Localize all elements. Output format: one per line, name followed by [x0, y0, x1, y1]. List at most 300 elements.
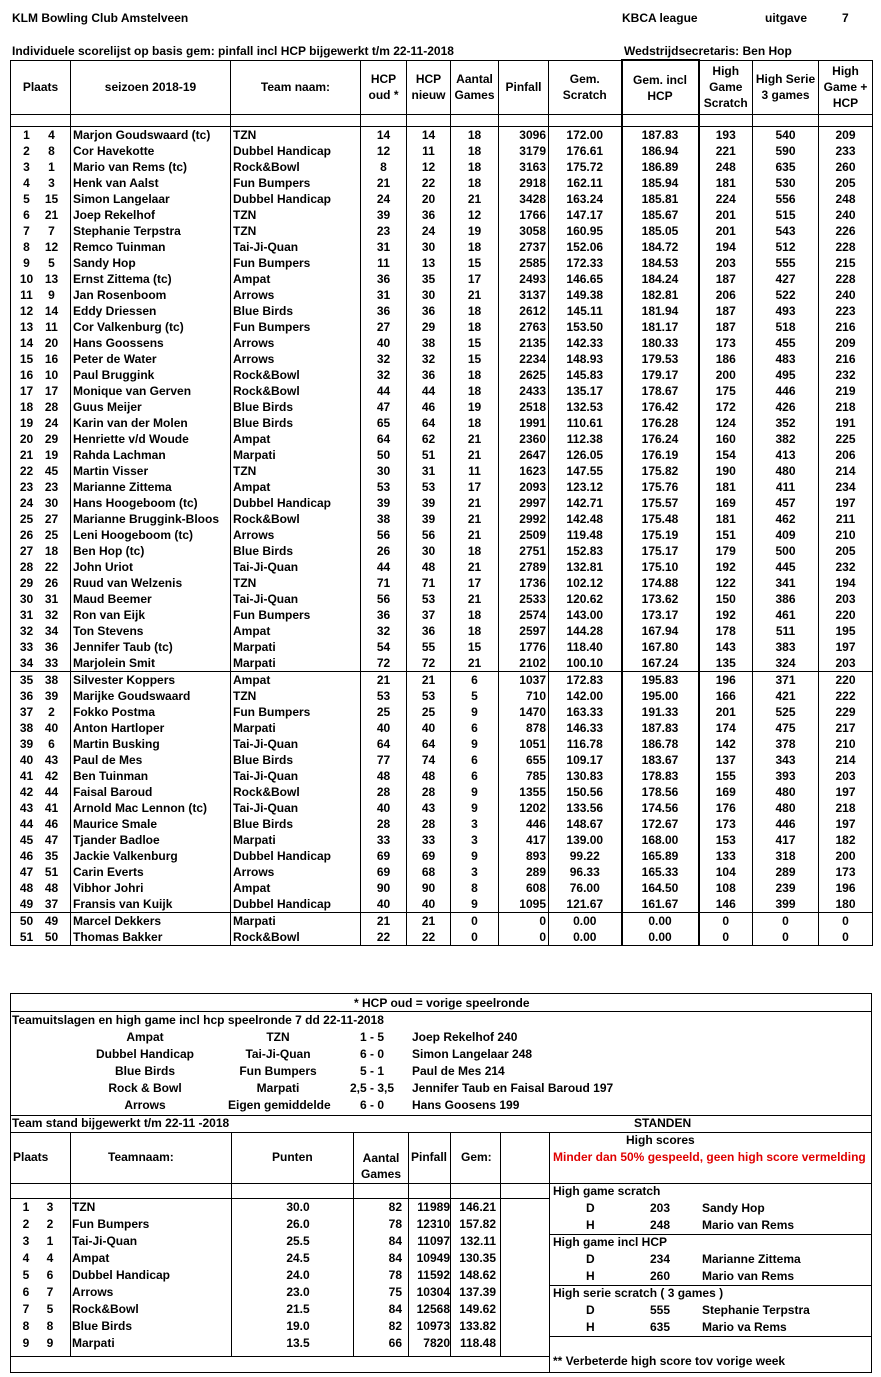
- team-name: Blue Birds: [72, 1319, 133, 1333]
- team-prev-rank: 4: [46, 1251, 54, 1265]
- hcp-new: 30: [407, 543, 451, 559]
- high-serie: 500: [753, 543, 819, 559]
- high-game-scratch: 181: [699, 479, 753, 495]
- rank: 32: [19, 624, 34, 638]
- avg-hcp: 175.57: [622, 495, 699, 511]
- rank: 22: [19, 464, 34, 478]
- games: 17: [451, 271, 499, 287]
- previous-rank: 2: [48, 705, 55, 719]
- avg-scratch: 146.33: [549, 720, 622, 736]
- team-name: Dubbel Handicap: [231, 495, 361, 511]
- hs-kind: H: [586, 1218, 595, 1232]
- high-game-scratch: 187: [699, 319, 753, 335]
- pinfall: 3428: [499, 191, 549, 207]
- pinfall: 1037: [499, 672, 549, 689]
- games: 17: [451, 479, 499, 495]
- avg-scratch: 163.33: [549, 704, 622, 720]
- high-game-hcp: 209: [819, 127, 873, 144]
- high-game-scratch: 0: [699, 913, 753, 930]
- previous-rank: 44: [44, 785, 59, 799]
- games: 18: [451, 607, 499, 623]
- hcp-old: 53: [361, 479, 407, 495]
- avg-hcp: 181.17: [622, 319, 699, 335]
- high-serie: 427: [753, 271, 819, 287]
- hcp-new: 22: [407, 929, 451, 946]
- team-pinfall: 11989: [417, 1200, 450, 1214]
- team-games: 66: [388, 1336, 402, 1350]
- high-game-hcp: 197: [819, 639, 873, 655]
- high-game-scratch: 142: [699, 736, 753, 752]
- team-name: Rock&Bowl: [72, 1302, 139, 1316]
- high-serie: 493: [753, 303, 819, 319]
- hcp-new: 14: [407, 127, 451, 144]
- team-name: Ampat: [231, 623, 361, 639]
- hcp-old: 69: [361, 864, 407, 880]
- team-name: Marpati: [231, 913, 361, 930]
- high-game-hcp: 205: [819, 175, 873, 191]
- previous-rank: 26: [44, 576, 59, 590]
- rank: 45: [19, 833, 34, 847]
- col-team: Team naam:: [231, 60, 361, 115]
- table-row: [11, 399, 873, 415]
- player-name: Paul Bruggink: [71, 367, 231, 383]
- rank-cell: [11, 720, 71, 736]
- hs-kind: D: [586, 1303, 595, 1317]
- high-game-scratch: 133: [699, 848, 753, 864]
- previous-rank: 38: [44, 673, 59, 687]
- player-name: Guus Meijer: [71, 399, 231, 415]
- col-high-serie: High Serie 3 games: [753, 60, 819, 115]
- avg-hcp: 178.67: [622, 383, 699, 399]
- high-game-scratch: 166: [699, 688, 753, 704]
- hcp-old: 26: [361, 543, 407, 559]
- rank: 29: [19, 576, 34, 590]
- high-game-scratch: 187: [699, 303, 753, 319]
- team-name: Ampat: [231, 880, 361, 896]
- pinfall: 289: [499, 864, 549, 880]
- divider: [549, 1336, 872, 1337]
- table-row: [11, 287, 873, 303]
- team-games: 78: [388, 1217, 402, 1231]
- team-avg: 137.39: [459, 1285, 496, 1299]
- team-prev-rank: 7: [46, 1285, 54, 1299]
- rank-cell: [11, 575, 71, 591]
- player-name: Arnold Mac Lennon (tc): [71, 800, 231, 816]
- player-name: Marjon Goudswaard (tc): [71, 127, 231, 144]
- avg-hcp: 172.67: [622, 816, 699, 832]
- rank-cell: [11, 848, 71, 864]
- avg-hcp: 176.28: [622, 415, 699, 431]
- rank: 33: [19, 640, 34, 654]
- team-avg: 148.62: [459, 1268, 496, 1282]
- avg-hcp: 175.82: [622, 463, 699, 479]
- pinfall: 878: [499, 720, 549, 736]
- table-row: [11, 832, 873, 848]
- team-rank: 1: [22, 1200, 30, 1214]
- high-game-hcp: 191: [819, 415, 873, 431]
- rank: 21: [19, 448, 34, 462]
- player-name: Carin Everts: [71, 864, 231, 880]
- hcp-old: 32: [361, 367, 407, 383]
- rank-cell: [11, 223, 71, 239]
- previous-rank: 16: [44, 352, 59, 366]
- team-name: TZN: [231, 127, 361, 144]
- high-game-scratch: 201: [699, 223, 753, 239]
- avg-scratch: 152.83: [549, 543, 622, 559]
- hcp-old: 90: [361, 880, 407, 896]
- rank-cell: [11, 752, 71, 768]
- avg-hcp: 186.89: [622, 159, 699, 175]
- high-game-hcp: 226: [819, 223, 873, 239]
- hs-player: Mario van Rems: [702, 1218, 795, 1232]
- hs-player: Mario va Rems: [702, 1320, 787, 1334]
- team-name: Fun Bumpers: [231, 319, 361, 335]
- high-game-hcp: 203: [819, 768, 873, 784]
- high-game-scratch: 187: [699, 271, 753, 287]
- team-prev-rank: 2: [46, 1217, 54, 1231]
- high-game-hcp: 197: [819, 495, 873, 511]
- avg-scratch: 109.17: [549, 752, 622, 768]
- away-team: Marpati: [256, 1081, 300, 1095]
- team-pinfall: 12310: [416, 1217, 450, 1231]
- player-name: Hans Goossens: [71, 335, 231, 351]
- hcp-new: 68: [407, 864, 451, 880]
- team-points: 24.0: [286, 1268, 310, 1282]
- issue-label: uitgave: [765, 11, 808, 25]
- games: 18: [451, 159, 499, 175]
- avg-scratch: 118.40: [549, 639, 622, 655]
- divider: [231, 1132, 232, 1357]
- avg-hcp: 0.00: [622, 913, 699, 930]
- previous-rank: 41: [44, 801, 59, 815]
- hs-kind: H: [586, 1320, 595, 1334]
- previous-rank: 19: [44, 448, 59, 462]
- team-pinfall: 10304: [416, 1285, 450, 1299]
- games: 18: [451, 303, 499, 319]
- games: 6: [451, 768, 499, 784]
- games: 5: [451, 688, 499, 704]
- pinfall: 1991: [499, 415, 549, 431]
- high-serie: 343: [753, 752, 819, 768]
- hcp-old: 36: [361, 303, 407, 319]
- rank-cell: [11, 864, 71, 880]
- avg-hcp: 167.80: [622, 639, 699, 655]
- high-serie: 393: [753, 768, 819, 784]
- hcp-old: 56: [361, 591, 407, 607]
- avg-scratch: 100.10: [549, 655, 622, 672]
- avg-scratch: 176.61: [549, 143, 622, 159]
- hcp-new: 30: [407, 287, 451, 303]
- team-rank: 2: [22, 1217, 30, 1231]
- hcp-old: 56: [361, 527, 407, 543]
- hcp-new: 48: [407, 768, 451, 784]
- col-hcp-old: HCP oud *: [361, 60, 407, 115]
- avg-scratch: 0.00: [549, 929, 622, 946]
- pinfall: 2997: [499, 495, 549, 511]
- team-prev-rank: 3: [46, 1200, 54, 1214]
- team-games: 84: [388, 1251, 402, 1265]
- high-game-hcp: 0: [819, 929, 873, 946]
- hcp-old: 14: [361, 127, 407, 144]
- previous-rank: 24: [44, 416, 59, 430]
- games: 9: [451, 704, 499, 720]
- rank-cell: [11, 768, 71, 784]
- rank-cell: [11, 335, 71, 351]
- hcp-new: 21: [407, 672, 451, 689]
- high-serie: 530: [753, 175, 819, 191]
- previous-rank: 4: [48, 128, 55, 142]
- match-score: 2,5 - 3,5: [349, 1081, 395, 1095]
- high-game-hcp: 197: [819, 784, 873, 800]
- pinfall: 1051: [499, 736, 549, 752]
- team-name: Ampat: [72, 1251, 110, 1265]
- table-row: [11, 127, 873, 144]
- rank: 46: [19, 849, 34, 863]
- table-row: [11, 639, 873, 655]
- team-games: 75: [388, 1285, 402, 1299]
- avg-hcp: 184.53: [622, 255, 699, 271]
- hcp-old: 64: [361, 736, 407, 752]
- rank: 5: [23, 192, 30, 206]
- high-serie: 461: [753, 607, 819, 623]
- hcp-new: 20: [407, 191, 451, 207]
- pinfall: 2574: [499, 607, 549, 623]
- high-serie: 555: [753, 255, 819, 271]
- rank-cell: [11, 495, 71, 511]
- pinfall: 3137: [499, 287, 549, 303]
- games: 18: [451, 415, 499, 431]
- games: 21: [451, 511, 499, 527]
- high-serie: 386: [753, 591, 819, 607]
- pinfall: 2102: [499, 655, 549, 672]
- avg-scratch: 96.33: [549, 864, 622, 880]
- rank: 19: [19, 416, 34, 430]
- avg-scratch: 133.56: [549, 800, 622, 816]
- high-game-hcp: 209: [819, 335, 873, 351]
- team-name: Ampat: [231, 672, 361, 689]
- avg-scratch: 148.93: [549, 351, 622, 367]
- high-game-hcp: 216: [819, 351, 873, 367]
- hcp-old: 32: [361, 351, 407, 367]
- previous-rank: 39: [44, 689, 59, 703]
- avg-hcp: 178.56: [622, 784, 699, 800]
- table-row: [11, 929, 873, 946]
- team-name: Rock&Bowl: [231, 784, 361, 800]
- table-row: [11, 607, 873, 623]
- table-row: [11, 463, 873, 479]
- previous-rank: 31: [44, 592, 59, 606]
- team-name: Arrows: [72, 1285, 114, 1299]
- hs-kind: D: [586, 1201, 595, 1215]
- avg-scratch: 130.83: [549, 768, 622, 784]
- previous-rank: 9: [48, 288, 55, 302]
- pinfall: 2093: [499, 479, 549, 495]
- hcp-old: 40: [361, 720, 407, 736]
- hcp-new: 43: [407, 800, 451, 816]
- high-serie: 382: [753, 431, 819, 447]
- high-game: Jennifer Taub en Faisal Baroud 197: [412, 1081, 614, 1095]
- avg-hcp: 175.17: [622, 543, 699, 559]
- table-row: [11, 367, 873, 383]
- team-name: Tai-Ji-Quan: [231, 239, 361, 255]
- team-avg: 157.82: [459, 1217, 496, 1231]
- away-team: Fun Bumpers: [239, 1064, 317, 1078]
- player-name: Ben Hop (tc): [71, 543, 231, 559]
- team-name: TZN: [72, 1200, 96, 1214]
- avg-hcp: 173.17: [622, 607, 699, 623]
- rank: 51: [19, 930, 34, 944]
- high-game-hcp: 223: [819, 303, 873, 319]
- high-game-hcp: 214: [819, 752, 873, 768]
- issue-number: 7: [842, 11, 849, 25]
- avg-scratch: 99.22: [549, 848, 622, 864]
- team-col-games: Aantal Games: [360, 1151, 402, 1181]
- high-serie: 239: [753, 880, 819, 896]
- table-row: [11, 672, 873, 689]
- team-name: Fun Bumpers: [72, 1217, 150, 1231]
- pinfall: 1355: [499, 784, 549, 800]
- avg-scratch: 147.55: [549, 463, 622, 479]
- avg-scratch: 148.67: [549, 816, 622, 832]
- avg-hcp: 185.67: [622, 207, 699, 223]
- avg-scratch: 172.83: [549, 672, 622, 689]
- high-game-hcp: 210: [819, 736, 873, 752]
- team-name: Blue Birds: [231, 399, 361, 415]
- hcp-old: 47: [361, 399, 407, 415]
- avg-scratch: 123.12: [549, 479, 622, 495]
- previous-rank: 30: [44, 496, 59, 510]
- avg-scratch: 112.38: [549, 431, 622, 447]
- high-game-scratch: 135: [699, 655, 753, 672]
- high-game-scratch: 206: [699, 287, 753, 303]
- high-game-scratch: 194: [699, 239, 753, 255]
- divider: [70, 1132, 71, 1357]
- individual-score-table: [10, 59, 873, 946]
- team-name: Marpati: [231, 639, 361, 655]
- divider: [10, 1198, 550, 1199]
- team-name: Tai-Ji-Quan: [231, 768, 361, 784]
- games: 18: [451, 367, 499, 383]
- avg-scratch: 172.33: [549, 255, 622, 271]
- player-name: Anton Hartloper: [71, 720, 231, 736]
- high-game-hcp: 206: [819, 447, 873, 463]
- previous-rank: 42: [44, 769, 59, 783]
- avg-hcp: 168.00: [622, 832, 699, 848]
- player-name: Joep Rekelhof: [71, 207, 231, 223]
- hcp-old: 30: [361, 463, 407, 479]
- high-serie: 495: [753, 367, 819, 383]
- table-row: [11, 271, 873, 287]
- team-name: Dubbel Handicap: [231, 848, 361, 864]
- high-game-hcp: 205: [819, 543, 873, 559]
- high-game-hcp: 220: [819, 672, 873, 689]
- player-name: Henriette v/d Woude: [71, 431, 231, 447]
- hcp-new: 35: [407, 271, 451, 287]
- high-game-scratch: 173: [699, 335, 753, 351]
- avg-scratch: 153.50: [549, 319, 622, 335]
- player-name: Marianne Zittema: [71, 479, 231, 495]
- avg-hcp: 173.62: [622, 591, 699, 607]
- hcp-new: 36: [407, 303, 451, 319]
- pinfall: 785: [499, 768, 549, 784]
- hcp-old: 22: [361, 929, 407, 946]
- pinfall: 2585: [499, 255, 549, 271]
- hcp-old: 21: [361, 672, 407, 689]
- player-name: Ben Tuinman: [71, 768, 231, 784]
- games: 15: [451, 351, 499, 367]
- table-row: [11, 383, 873, 399]
- games: 19: [451, 223, 499, 239]
- rank-cell: [11, 239, 71, 255]
- team-name: TZN: [231, 575, 361, 591]
- pinfall: 1470: [499, 704, 549, 720]
- avg-scratch: 160.95: [549, 223, 622, 239]
- high-serie: 383: [753, 639, 819, 655]
- high-game-scratch: 181: [699, 511, 753, 527]
- high-game-scratch: 124: [699, 415, 753, 431]
- team-points: 30.0: [286, 1200, 310, 1214]
- high-game-hcp: 228: [819, 239, 873, 255]
- high-game-scratch: 181: [699, 175, 753, 191]
- pinfall: 2737: [499, 239, 549, 255]
- avg-hcp: 176.42: [622, 399, 699, 415]
- rank: 30: [19, 592, 34, 606]
- high-serie: 399: [753, 896, 819, 913]
- table-row: [11, 543, 873, 559]
- hcp-new: 90: [407, 880, 451, 896]
- high-game-hcp: 194: [819, 575, 873, 591]
- hcp-old: 38: [361, 511, 407, 527]
- rank-cell: [11, 655, 71, 672]
- hs-score: 248: [650, 1218, 671, 1232]
- player-name: Maud Beemer: [71, 591, 231, 607]
- spacer-row: [11, 115, 873, 127]
- pinfall: 2509: [499, 527, 549, 543]
- high-serie: 426: [753, 399, 819, 415]
- hcp-new: 38: [407, 335, 451, 351]
- table-row: [11, 575, 873, 591]
- team-name: Tai-Ji-Quan: [231, 800, 361, 816]
- games: 18: [451, 127, 499, 144]
- hcp-new: 53: [407, 688, 451, 704]
- team-name: Tai-Ji-Quan: [231, 591, 361, 607]
- avg-scratch: 152.06: [549, 239, 622, 255]
- rank: 15: [19, 352, 34, 366]
- previous-rank: 17: [44, 384, 59, 398]
- high-serie: 421: [753, 688, 819, 704]
- high-serie: 324: [753, 655, 819, 672]
- hcp-new: 33: [407, 832, 451, 848]
- team-avg: 118.48: [459, 1336, 496, 1350]
- hcp-footnote: * HCP oud = vorige speelronde: [354, 996, 530, 1010]
- rank-cell: [11, 672, 71, 689]
- avg-scratch: 163.24: [549, 191, 622, 207]
- high-game-hcp: 173: [819, 864, 873, 880]
- hs-score: 234: [650, 1252, 671, 1266]
- rank: 31: [19, 608, 34, 622]
- avg-hcp: 0.00: [622, 929, 699, 946]
- secretary: Wedstrijdsecretaris: Ben Hop: [624, 44, 792, 58]
- avg-hcp: 185.81: [622, 191, 699, 207]
- high-game-hcp: 200: [819, 848, 873, 864]
- table-row: [11, 768, 873, 784]
- player-name: Marijke Goudswaard: [71, 688, 231, 704]
- high-game-hcp: 219: [819, 383, 873, 399]
- hcp-new: 64: [407, 415, 451, 431]
- high-game-scratch: 160: [699, 431, 753, 447]
- rank-cell: [11, 527, 71, 543]
- team-col-pinfall: Pinfall: [411, 1150, 448, 1164]
